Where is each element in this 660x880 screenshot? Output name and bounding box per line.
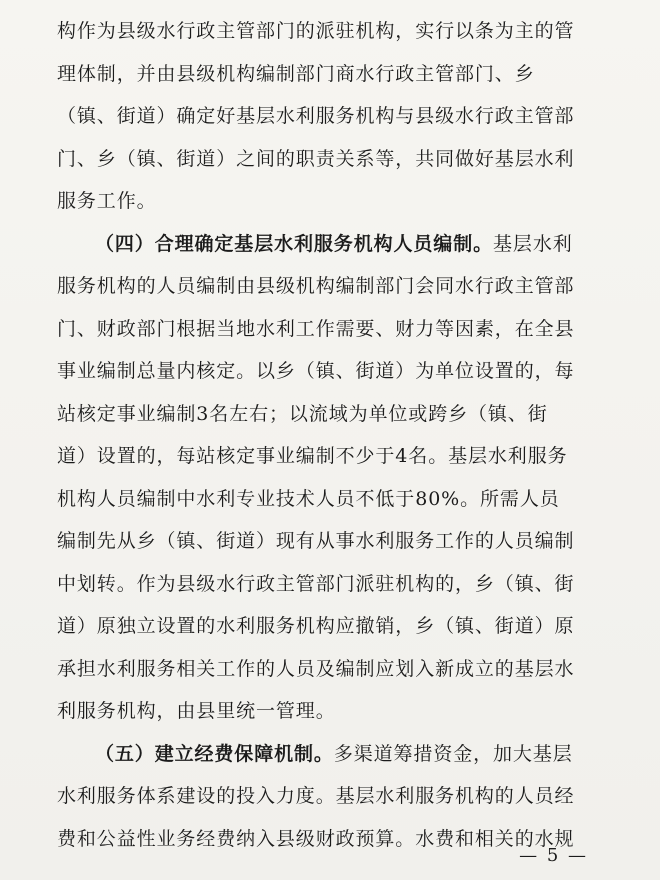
document-body — [57, 10, 613, 860]
text-line: （镇、街道）确定好基层水利服务机构与县级水行政主管部 — [57, 105, 575, 127]
text-line: 服务工作。 — [57, 190, 157, 212]
paragraph-1 — [57, 10, 613, 223]
text-line — [57, 223, 613, 266]
text-line: 门、乡（镇、街道）之间的职责关系等，共同做好基层水利 — [57, 147, 575, 170]
text-line: 事业编制总量内核定。以乡（镇、街道）为单位设置的，每 — [57, 360, 575, 382]
text-line: 道）设置的，每站核定事业编制不少于4名。基层水利服务 — [57, 445, 568, 467]
text-line — [57, 733, 613, 776]
text-fragment: 多渠道筹措资金，加大基层 — [333, 742, 573, 765]
text-line: 编制先从乡（镇、街道）现有从事水利服务工作的人员编制 — [57, 530, 575, 552]
text-line: 道）原独立设置的水利服务机构应撤销，乡（镇、街道）原 — [57, 615, 575, 637]
paragraph-2 — [57, 223, 613, 733]
section-heading-4: （四）合理确定基层水利服务机构人员编制。 — [95, 232, 494, 255]
text-line: 费和公益性业务经费纳入县级财政预算。水费和相关的水规 — [57, 827, 575, 850]
paragraph-3 — [57, 733, 613, 861]
page-number: — 5 — — [519, 845, 588, 866]
text-line: 服务机构的人员编制由县级机构编制部门会同水行政主管部 — [57, 275, 575, 297]
text-line: 承担水利服务相关工作的人员及编制应划入新成立的基层水 — [57, 657, 575, 680]
text-line: 水利服务体系建设的投入力度。基层水利服务机构的人员经 — [57, 785, 575, 807]
text-line: 机构人员编制中水利专业技术人员不低于80%。所需人员 — [57, 487, 560, 510]
text-line: 利服务机构，由县里统一管理。 — [57, 700, 336, 722]
text-line: 理体制，并由县级机构编制部门商水行政主管部门、乡 — [57, 62, 535, 85]
text-line: 构作为县级水行政主管部门的派驻机构，实行以条为主的管 — [57, 20, 575, 42]
text-line: 门、财政部门根据当地水利工作需要、财力等因素，在全县 — [57, 317, 575, 340]
text-line: 中划转。作为县级水行政主管部门派驻机构的，乡（镇、街 — [57, 572, 575, 595]
text-fragment: 基层水利 — [493, 232, 573, 255]
section-heading-5: （五）建立经费保障机制。 — [95, 742, 334, 765]
text-line: 站核定事业编制3名左右；以流域为单位或跨乡（镇、街 — [57, 402, 548, 425]
